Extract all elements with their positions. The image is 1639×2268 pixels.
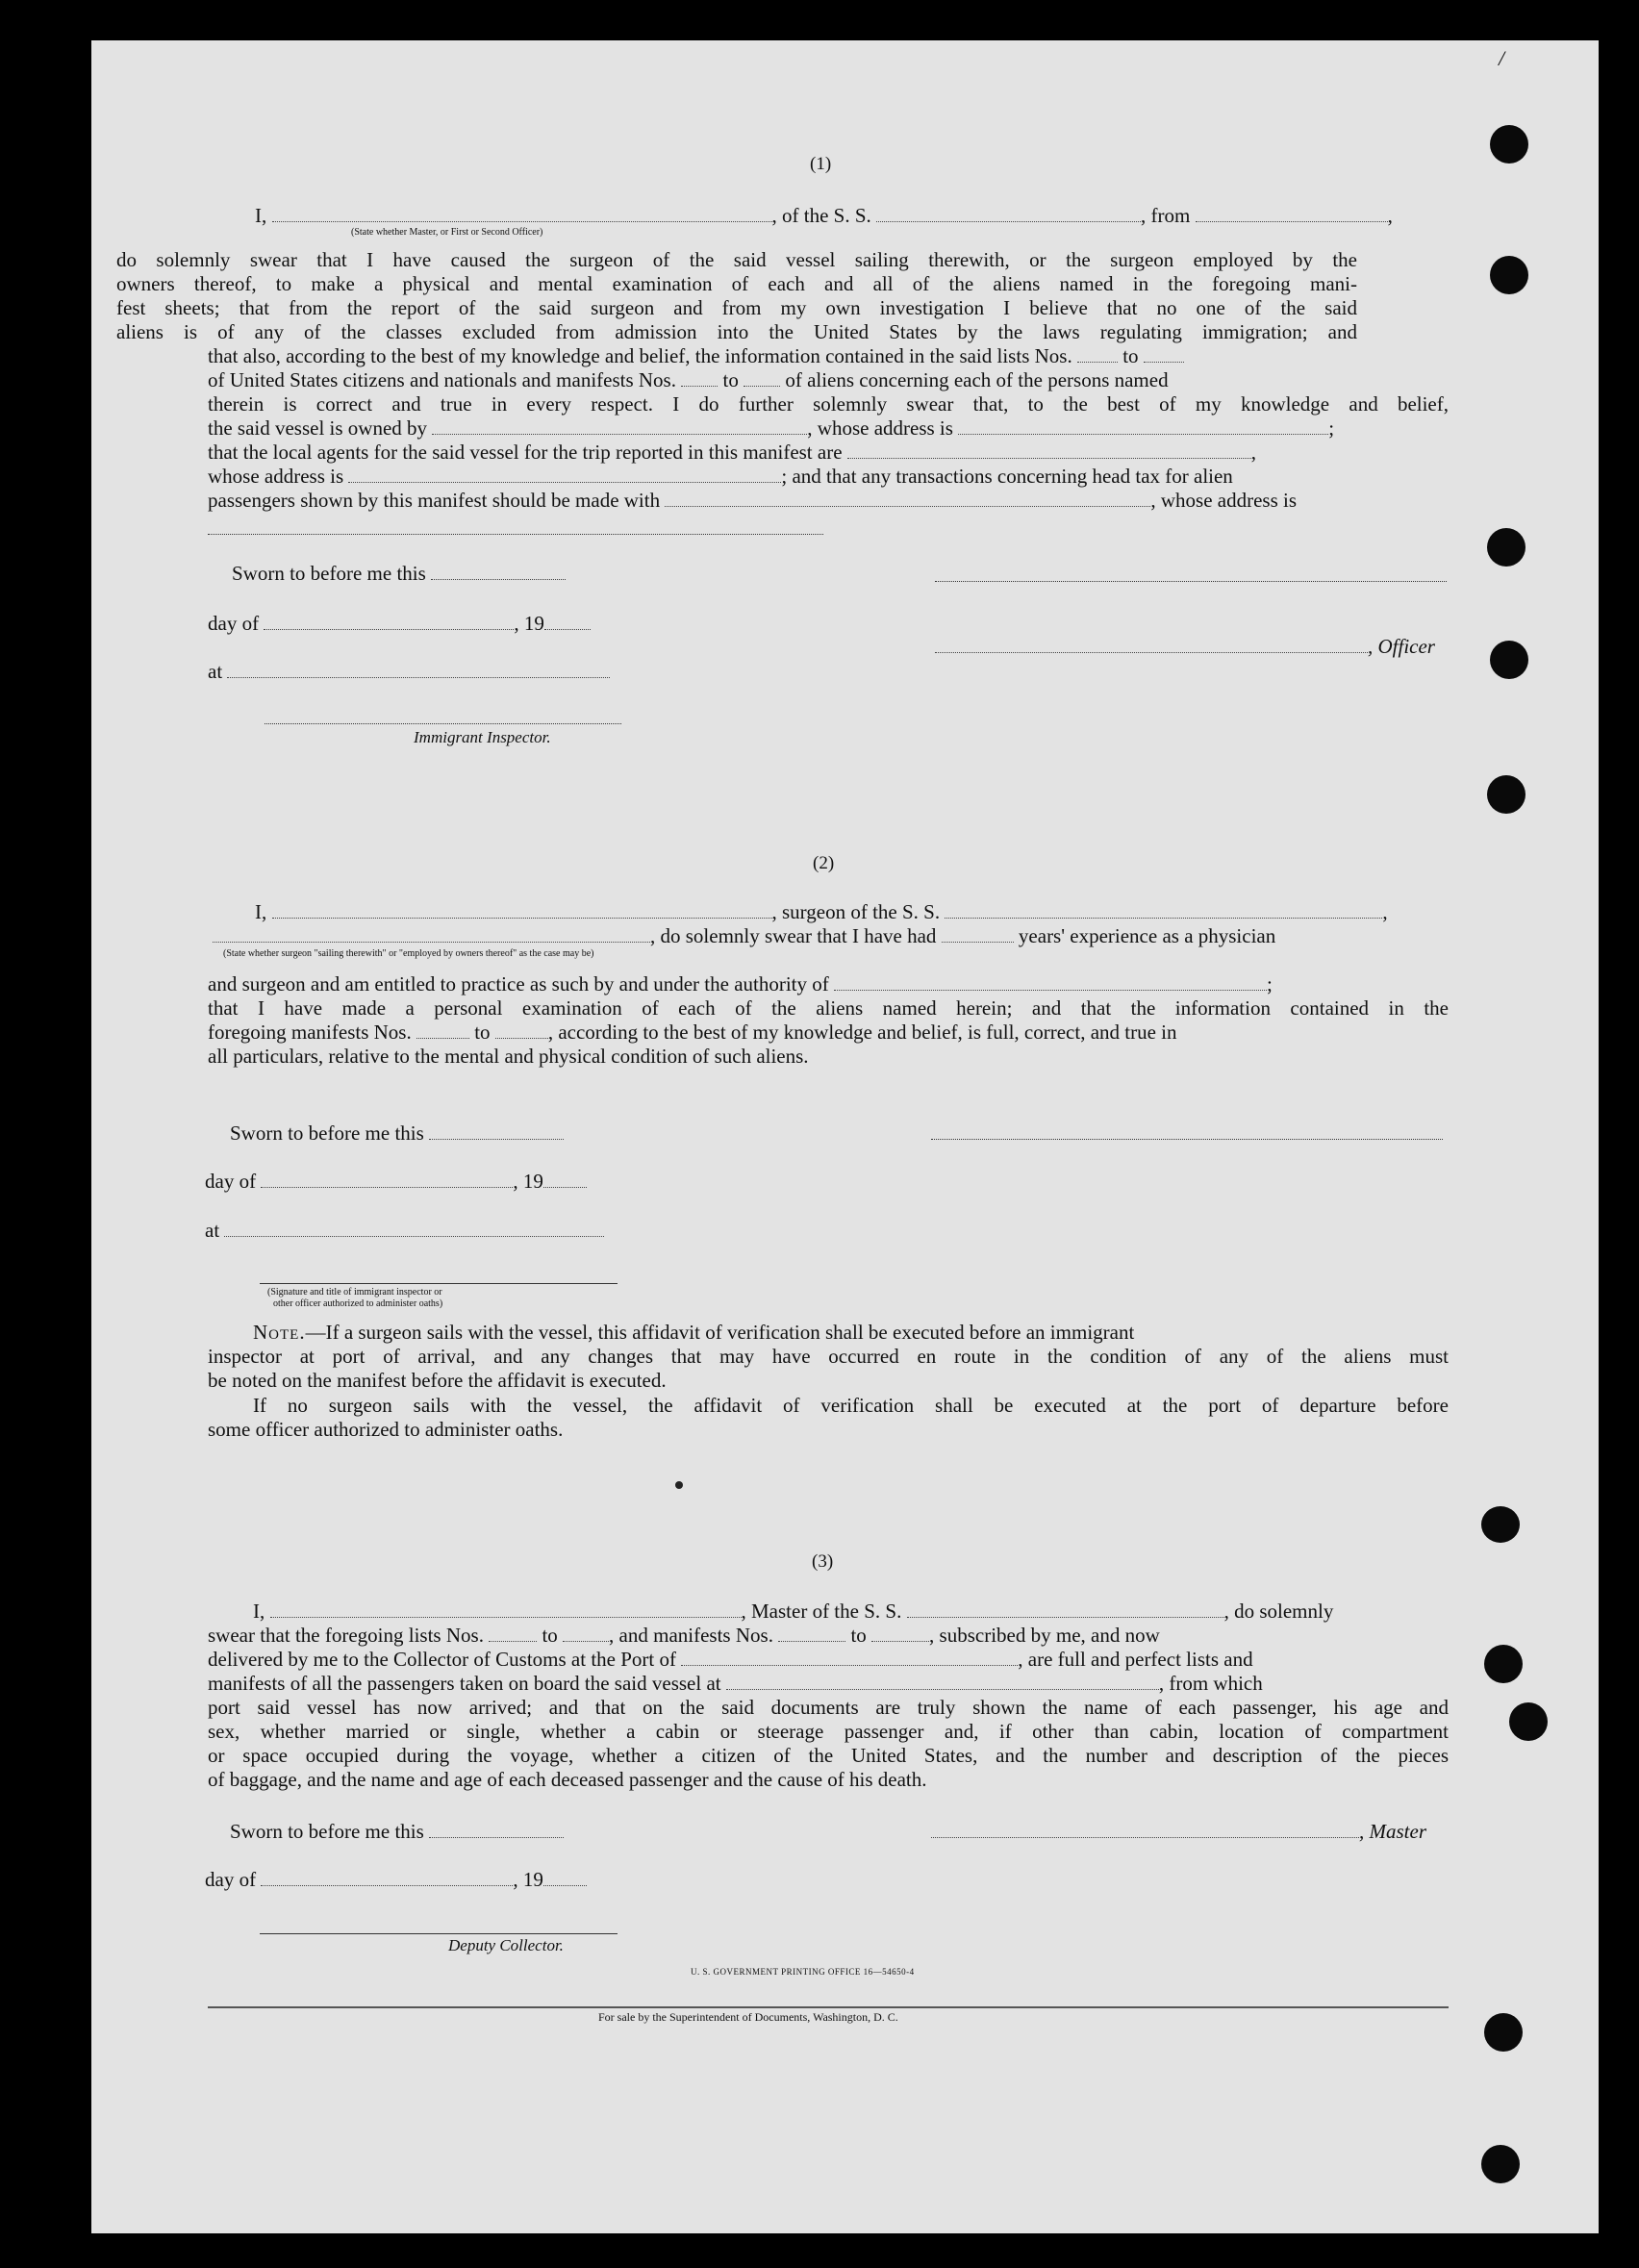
- lists-from-field[interactable]: [1077, 361, 1118, 363]
- section-1-number: (1): [810, 154, 832, 174]
- s1-inspector-line[interactable]: [265, 723, 621, 724]
- section-2-number: (2): [813, 853, 835, 873]
- corner-mark: /: [1499, 46, 1505, 70]
- officer-hint: (State whether Master, or First or Second Officer): [351, 227, 543, 238]
- s1-line-0: I, , of the S. S. , from ,: [255, 204, 1393, 227]
- s2-line-5: all particulars, relative to the mental and physical condition of such aliens.: [208, 1045, 809, 1068]
- s2-employment-field[interactable]: [213, 941, 650, 943]
- note-line-4: If no surgeon sails with the vessel, the affidavit of verification shall be executed at the port of departure before: [253, 1394, 1449, 1417]
- vessel-name-field[interactable]: [876, 220, 1141, 222]
- s2-line-1: , do solemnly swear that I have had years' experience as a physician: [213, 924, 1275, 948]
- owner-field[interactable]: [432, 433, 807, 435]
- s2-sworn: Sworn to before me this: [230, 1121, 564, 1146]
- gpo-imprint: U. S. GOVERNMENT PRINTING OFFICE 16—54650-4: [691, 1967, 915, 1977]
- s2-signature-line[interactable]: [931, 1139, 1443, 1140]
- s2-manifests-to-field[interactable]: [495, 1037, 548, 1039]
- s3-line-8: of baggage, and the name and age of each deceased passenger and the cause of his death.: [208, 1768, 927, 1791]
- punch-hole-4: [1490, 641, 1528, 679]
- punch-hole-9: [1484, 2013, 1523, 2052]
- s1-text-6: of United States citizens and nationals and manifests Nos. to of aliens concerning each of the persons named: [208, 368, 1169, 391]
- s3-line-6: sex, whether married or single, whether a cabin or steerage passenger and, if other than cabin, location of compartment: [208, 1720, 1449, 1743]
- s1-officer-field[interactable]: [935, 651, 1368, 653]
- s3-master-name-field[interactable]: [270, 1616, 742, 1618]
- s2-hint: (State whether surgeon "sailing therewith" or "employed by owners thereof" as the case may be): [223, 948, 594, 959]
- s1-text-3: fest sheets; that from the report of the said surgeon and from my own investigation I believe that no one of the said: [116, 296, 1357, 319]
- punch-hole-8: [1509, 1702, 1548, 1741]
- s3-sworn-day-field[interactable]: [429, 1836, 564, 1838]
- s1-text-1: do solemnly swear that I have caused the surgeon of the said vessel sailing therewith, or the surgeon employed by the: [116, 248, 1357, 271]
- s3-manifests-from-field[interactable]: [778, 1640, 845, 1642]
- note-line-5: some officer authorized to administer oaths.: [208, 1418, 564, 1441]
- s1-inspector-caption: Immigrant Inspector.: [414, 728, 551, 746]
- s2-manifests-from-field[interactable]: [416, 1037, 469, 1039]
- s2-sworn-day-field[interactable]: [429, 1138, 564, 1140]
- s2-vessel-field[interactable]: [945, 917, 1382, 919]
- s1-at-field[interactable]: [227, 676, 610, 678]
- punch-hole-1: [1490, 125, 1528, 164]
- s3-day-of: day of , 19: [205, 1868, 587, 1892]
- s2-day-of: day of , 19: [205, 1170, 587, 1194]
- s2-line-2: and surgeon and am entitled to practice as such by and under the authority of ;: [208, 972, 1273, 995]
- s2-signature-title-line[interactable]: [260, 1283, 618, 1284]
- s3-lists-from-field[interactable]: [489, 1640, 537, 1642]
- s1-text-9: that the local agents for the said vessel for the trip reported in this manifest are ,: [208, 441, 1257, 464]
- agents-address-field[interactable]: [348, 481, 781, 483]
- punch-hole-7: [1484, 1645, 1523, 1683]
- manifests-from-field[interactable]: [681, 385, 718, 387]
- footer-rule: [208, 2006, 1449, 2008]
- s1-sworn-day-field[interactable]: [431, 578, 566, 580]
- s3-line-3: delivered by me to the Collector of Customs at the Port of , are full and perfect lists and: [208, 1648, 1253, 1671]
- punch-hole-5: [1487, 775, 1526, 814]
- s3-vessel-field[interactable]: [907, 1616, 1224, 1618]
- s2-sig-hint-1: (Signature and title of immigrant inspector or: [267, 1287, 442, 1298]
- s3-deputy-caption: Deputy Collector.: [448, 1936, 564, 1954]
- s3-year-field[interactable]: [543, 1884, 587, 1886]
- s2-year-field[interactable]: [543, 1186, 587, 1188]
- ink-speck: [675, 1481, 683, 1489]
- punch-hole-10: [1481, 2145, 1520, 2183]
- s1-text-8: the said vessel is owned by , whose address is ;: [208, 416, 1335, 440]
- section-3-number: (3): [812, 1551, 834, 1572]
- s3-month-field[interactable]: [261, 1884, 513, 1886]
- s1-text-4: aliens is of any of the classes excluded from admission into the United States by the laws regulating immigration; and: [116, 320, 1357, 343]
- agents-field[interactable]: [847, 457, 1251, 459]
- s1-year-field[interactable]: [544, 628, 591, 630]
- s1-at: at: [208, 660, 610, 684]
- s2-years-field[interactable]: [942, 941, 1014, 943]
- sale-notice: For sale by the Superintendent of Documents, Washington, D. C.: [598, 2010, 898, 2024]
- s1-text-7: therein is correct and true in every respect. I do further solemnly swear that, to the best of my knowledge and belief,: [208, 392, 1449, 416]
- s1-officer-line: , Officer: [935, 635, 1435, 659]
- s3-lists-to-field[interactable]: [563, 1640, 609, 1642]
- s2-line-4: foregoing manifests Nos. to , according to the best of my knowledge and belief, is full, correct, and true in: [208, 1021, 1177, 1044]
- note-line-1: Note.—If a surgeon sails with the vessel, this affidavit of verification shall be executed before an immigrant: [253, 1321, 1135, 1344]
- headtax-field[interactable]: [665, 505, 1150, 507]
- owner-address-field[interactable]: [958, 433, 1328, 435]
- punch-hole-6: [1481, 1506, 1520, 1543]
- s3-sworn: Sworn to before me this: [230, 1820, 564, 1844]
- s1-signature-line[interactable]: [935, 581, 1447, 582]
- s2-line-0: I, , surgeon of the S. S. ,: [255, 900, 1388, 923]
- s2-at-field[interactable]: [224, 1235, 604, 1237]
- s3-deputy-line[interactable]: [260, 1933, 618, 1934]
- s1-text-11: passengers shown by this manifest should be made with , whose address is: [208, 489, 1298, 512]
- s1-sworn: Sworn to before me this: [232, 562, 566, 586]
- lists-to-field[interactable]: [1144, 361, 1184, 363]
- s2-at: at: [205, 1219, 604, 1243]
- officer-name-field[interactable]: [272, 220, 772, 222]
- s3-master-signature-field[interactable]: [931, 1836, 1359, 1838]
- s1-text-5: that also, according to the best of my knowledge and belief, the information contained in the said lists Nos. to: [208, 344, 1184, 368]
- headtax-address-field[interactable]: [208, 534, 823, 535]
- s3-master-line: , Master: [931, 1820, 1426, 1844]
- s2-surgeon-name-field[interactable]: [272, 917, 772, 919]
- s2-line-3: that I have made a personal examination of each of the aliens named herein; and that the information contained in the: [208, 996, 1449, 1020]
- s2-month-field[interactable]: [261, 1186, 513, 1188]
- s1-month-field[interactable]: [264, 628, 514, 630]
- s3-line-7: or space occupied during the voyage, whether a citizen of the United States, and the number and description of the pieces: [208, 1744, 1449, 1767]
- s2-authority-field[interactable]: [834, 989, 1267, 991]
- note-line-2: inspector at port of arrival, and any changes that may have occurred en route in the condition of any of the aliens must: [208, 1345, 1449, 1368]
- s3-line-5: port said vessel has now arrived; and that on the said documents are truly shown the name of each passenger, his age and: [208, 1696, 1449, 1719]
- s1-day-of: day of , 19: [208, 612, 591, 636]
- s1-text-10: whose address is ; and that any transactions concerning head tax for alien: [208, 465, 1233, 488]
- from-port-field[interactable]: [1196, 220, 1388, 222]
- s1-text-2: owners thereof, to make a physical and mental examination of each and all of the aliens named in the foregoing mani-: [116, 272, 1357, 295]
- s3-line-4: manifests of all the passengers taken on board the said vessel at , from which: [208, 1672, 1263, 1695]
- s3-line-1: I, , Master of the S. S. , do solemnly: [253, 1600, 1334, 1623]
- s3-manifests-to-field[interactable]: [871, 1640, 929, 1642]
- s2-sig-hint-2: other officer authorized to administer oaths): [273, 1298, 443, 1309]
- s3-port-field[interactable]: [681, 1664, 1018, 1666]
- s3-line-2: swear that the foregoing lists Nos. to , and manifests Nos. to , subscribed by me, and now: [208, 1624, 1160, 1647]
- note-line-3: be noted on the manifest before the affidavit is executed.: [208, 1369, 667, 1392]
- punch-hole-3: [1487, 528, 1526, 567]
- punch-hole-2: [1490, 256, 1528, 294]
- s3-boarded-at-field[interactable]: [726, 1688, 1159, 1690]
- manifests-to-field[interactable]: [744, 385, 780, 387]
